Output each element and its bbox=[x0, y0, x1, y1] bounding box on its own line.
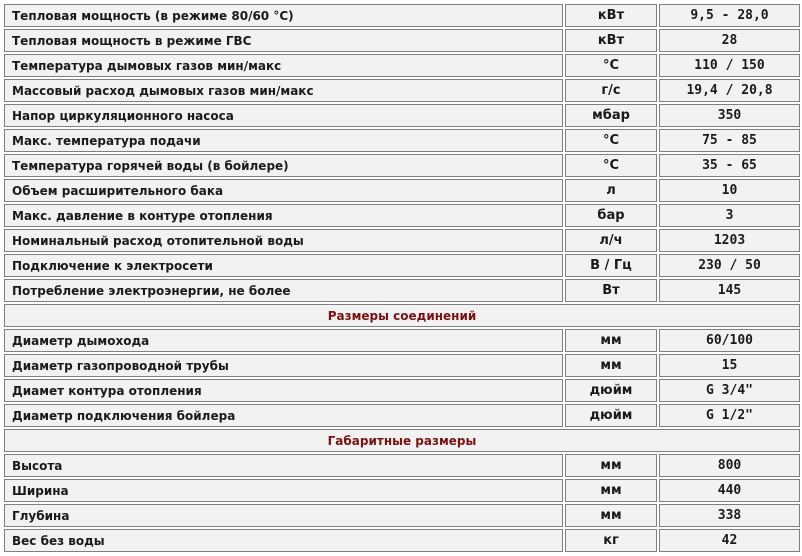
unit-cell: В / Гц bbox=[565, 254, 657, 277]
table-row bbox=[4, 254, 800, 277]
unit-cell: мбар bbox=[565, 104, 657, 127]
unit-cell: мм bbox=[565, 504, 657, 527]
table-row bbox=[4, 229, 800, 252]
value-cell: G 3/4" bbox=[659, 379, 800, 402]
unit-cell: кВт bbox=[565, 4, 657, 27]
table-row bbox=[4, 504, 800, 527]
value-cell: 75 - 85 bbox=[659, 129, 800, 152]
section-header-row bbox=[4, 429, 800, 452]
section-header: Размеры соединений bbox=[4, 304, 800, 327]
param-cell: Диаметр газопроводной трубы bbox=[4, 354, 563, 377]
param-cell: Массовый расход дымовых газов мин/макс bbox=[4, 79, 563, 102]
table-row bbox=[4, 54, 800, 77]
table-row bbox=[4, 529, 800, 552]
unit-cell: мм bbox=[565, 329, 657, 352]
section-header: Габаритные размеры bbox=[4, 429, 800, 452]
table-row bbox=[4, 329, 800, 352]
value-cell: 110 / 150 bbox=[659, 54, 800, 77]
param-cell: Номинальный расход отопительной воды bbox=[4, 229, 563, 252]
param-cell: Диамет контура отопления bbox=[4, 379, 563, 402]
value-cell: G 1/2" bbox=[659, 404, 800, 427]
section-header-row bbox=[4, 304, 800, 327]
param-cell: Диаметр подключения бойлера bbox=[4, 404, 563, 427]
value-cell: 15 bbox=[659, 354, 800, 377]
unit-cell: °С bbox=[565, 54, 657, 77]
unit-cell: бар bbox=[565, 204, 657, 227]
table-row bbox=[4, 104, 800, 127]
value-cell: 42 bbox=[659, 529, 800, 552]
param-cell: Вес без воды bbox=[4, 529, 563, 552]
table-row bbox=[4, 204, 800, 227]
table-row bbox=[4, 29, 800, 52]
value-cell: 19,4 / 20,8 bbox=[659, 79, 800, 102]
value-cell: 60/100 bbox=[659, 329, 800, 352]
value-cell: 9,5 - 28,0 bbox=[659, 4, 800, 27]
unit-cell: °С bbox=[565, 129, 657, 152]
unit-cell: дюйм bbox=[565, 379, 657, 402]
value-cell: 440 bbox=[659, 479, 800, 502]
value-cell: 145 bbox=[659, 279, 800, 302]
table-row bbox=[4, 479, 800, 502]
table-row bbox=[4, 454, 800, 477]
table-row bbox=[4, 279, 800, 302]
param-cell: Тепловая мощность (в режиме 80/60 °С) bbox=[4, 4, 563, 27]
table-row bbox=[4, 404, 800, 427]
value-cell: 10 bbox=[659, 179, 800, 202]
table-row bbox=[4, 379, 800, 402]
param-cell: Температура дымовых газов мин/макс bbox=[4, 54, 563, 77]
param-cell: Тепловая мощность в режиме ГВС bbox=[4, 29, 563, 52]
unit-cell: кВт bbox=[565, 29, 657, 52]
value-cell: 28 bbox=[659, 29, 800, 52]
param-cell: Диаметр дымохода bbox=[4, 329, 563, 352]
value-cell: 1203 bbox=[659, 229, 800, 252]
value-cell: 35 - 65 bbox=[659, 154, 800, 177]
param-cell: Глубина bbox=[4, 504, 563, 527]
value-cell: 230 / 50 bbox=[659, 254, 800, 277]
param-cell: Высота bbox=[4, 454, 563, 477]
unit-cell: дюйм bbox=[565, 404, 657, 427]
unit-cell: мм bbox=[565, 479, 657, 502]
table-row bbox=[4, 4, 800, 27]
unit-cell: л/ч bbox=[565, 229, 657, 252]
param-cell: Подключение к электросети bbox=[4, 254, 563, 277]
value-cell: 3 bbox=[659, 204, 800, 227]
unit-cell: г/с bbox=[565, 79, 657, 102]
specifications-table-body bbox=[4, 4, 800, 552]
unit-cell: Вт bbox=[565, 279, 657, 302]
unit-cell: л bbox=[565, 179, 657, 202]
param-cell: Температура горячей воды (в бойлере) bbox=[4, 154, 563, 177]
param-cell: Напор циркуляционного насоса bbox=[4, 104, 563, 127]
table-row bbox=[4, 79, 800, 102]
unit-cell: кг bbox=[565, 529, 657, 552]
param-cell: Ширина bbox=[4, 479, 563, 502]
table-row bbox=[4, 179, 800, 202]
specifications-table bbox=[2, 2, 802, 554]
param-cell: Объем расширительного бака bbox=[4, 179, 563, 202]
param-cell: Макс. температура подачи bbox=[4, 129, 563, 152]
unit-cell: °С bbox=[565, 154, 657, 177]
param-cell: Макс. давление в контуре отопления bbox=[4, 204, 563, 227]
param-cell: Потребление электроэнергии, не более bbox=[4, 279, 563, 302]
value-cell: 350 bbox=[659, 104, 800, 127]
unit-cell: мм bbox=[565, 454, 657, 477]
value-cell: 338 bbox=[659, 504, 800, 527]
table-row bbox=[4, 129, 800, 152]
value-cell: 800 bbox=[659, 454, 800, 477]
table-row bbox=[4, 354, 800, 377]
unit-cell: мм bbox=[565, 354, 657, 377]
table-row bbox=[4, 154, 800, 177]
